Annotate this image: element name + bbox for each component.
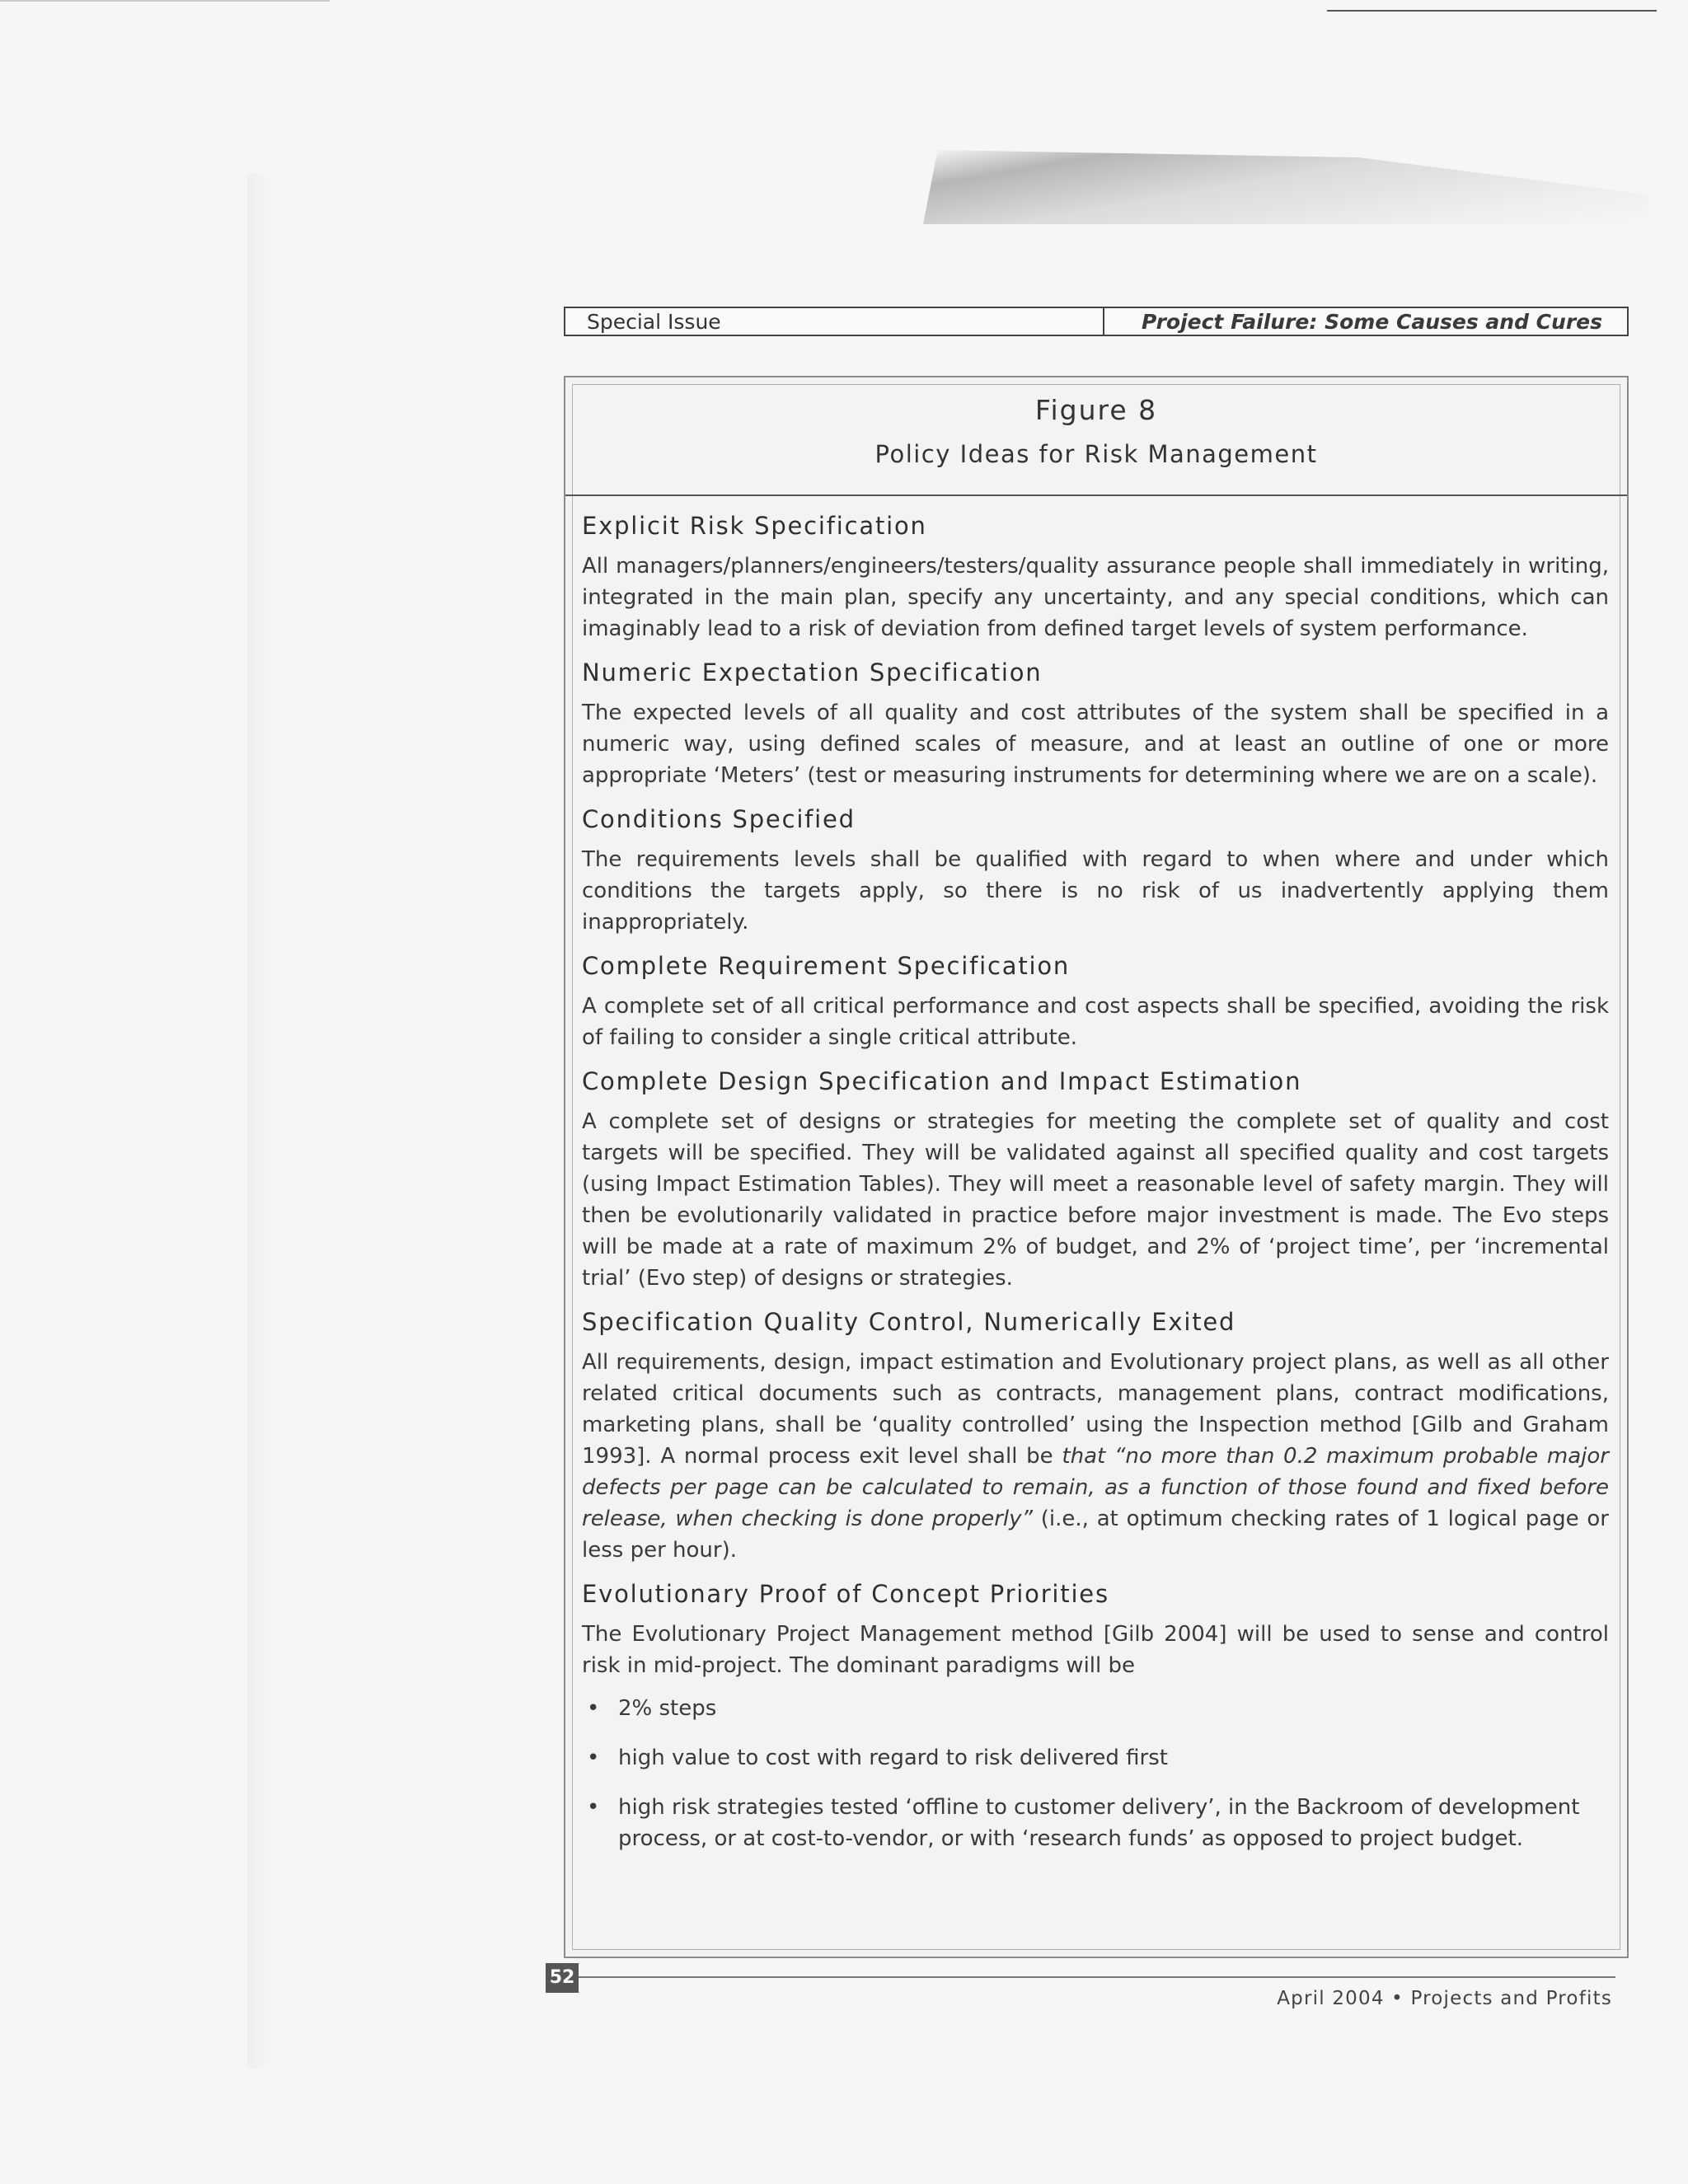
bullet-icon: • bbox=[587, 1696, 600, 1721]
section-heading: Evolutionary Proof of Concept Priorities bbox=[582, 1580, 1109, 1608]
figure-number: Figure 8 bbox=[1034, 394, 1158, 426]
figure-caption bbox=[565, 377, 1627, 496]
body-italic-quote: that “no more than 0.2 maximum probable major defects per page can be calculated to remain, as a function of those found and fixed before release, when checking is done properly” bbox=[582, 1444, 1609, 1531]
section-body: A complete set of all critical performance and cost aspects shall be specified, avoiding the risk of failing to consider a single critical attribute. bbox=[582, 994, 1609, 1050]
section bbox=[582, 949, 1609, 1053]
bullet-list bbox=[582, 1693, 1609, 1854]
footer-rule bbox=[569, 1976, 1615, 1978]
section bbox=[582, 1065, 1609, 1294]
bullet-text: high risk strategies tested ‘offline to customer delivery’, in the Backroom of development process, or at cost-to-vendor, or with ‘research funds’ as opposed to project budget. bbox=[618, 1795, 1580, 1851]
bullet-item bbox=[582, 1792, 1609, 1854]
figure-content bbox=[582, 509, 1609, 1872]
figure-title: Policy Ideas for Risk Management bbox=[874, 440, 1318, 468]
section bbox=[582, 656, 1609, 791]
bullet-text: high value to cost with regard to risk delivered first bbox=[618, 1746, 1168, 1770]
header-divider bbox=[1103, 308, 1104, 335]
bullet-text: 2% steps bbox=[618, 1696, 717, 1721]
section-heading: Complete Requirement Specification bbox=[582, 952, 1071, 980]
bullet-icon: • bbox=[587, 1746, 600, 1770]
section-body: The expected levels of all quality and cost attributes of the system shall be specified in a numeric way, using defined scales of measure, and at least an outline of one or more appropriate ‘Meters’ (test or measuring instruments for determining where we are on a scale). bbox=[582, 701, 1609, 788]
figure-box bbox=[564, 376, 1629, 1958]
scan-edge-line bbox=[1327, 10, 1657, 12]
section-body: The Evolutionary Project Management method [Gilb 2004] will be used to sense and control risk in mid-project. The dominant paradigms will be bbox=[582, 1622, 1609, 1678]
section-body bbox=[582, 1347, 1609, 1566]
body-text: (i.e., at optimum checking rates of 1 logical page or less per hour). bbox=[582, 1507, 1609, 1563]
bullet-icon: • bbox=[587, 1795, 600, 1820]
section bbox=[582, 1305, 1609, 1566]
scan-edge-line bbox=[0, 0, 330, 2]
section-body: The requirements levels shall be qualified with regard to when where and under which conditions the targets apply, so there is no risk of us inadvertently applying them inappropriately. bbox=[582, 847, 1609, 935]
section bbox=[582, 803, 1609, 938]
bullet-item bbox=[582, 1742, 1609, 1774]
section bbox=[582, 509, 1609, 644]
header-article-title: Project Failure: Some Causes and Cures bbox=[1142, 310, 1602, 334]
section-heading: Explicit Risk Specification bbox=[582, 512, 927, 540]
section-body: A complete set of designs or strategies for meeting the complete set of quality and cost targets will be specified. They will be validated against all specified quality and cost targets (using Impact Estimation Tables). They will meet a reasonable level of safety margin. They will then be evolutionarily validated in practice before major investment is made. The Evo steps will be made at a rate of maximum 2% of budget, and 2% of ‘project time’, per ‘incremental trial’ (Evo step) of designs or strategies. bbox=[582, 1109, 1609, 1291]
scan-shadow bbox=[247, 173, 272, 2069]
section bbox=[582, 1577, 1609, 1854]
body-text: All requirements, design, impact estimation and Evolutionary project plans, as well as all other related critical documents such as contracts, management plans, contract modifications, marketing plans, shall be ‘quality controlled’ using the Inspection method [Gilb and Graham 1993]. A normal process exit level shall be bbox=[582, 1350, 1609, 1469]
footer-publication: April 2004 • Projects and Profits bbox=[1277, 1988, 1612, 2009]
section-body: All managers/planners/engineers/testers/quality assurance people shall immediately in writing, integrated in the main plan, specify any uncertainty, and any special conditions, which can imaginably lead to a risk of deviation from defined target levels of system performance. bbox=[582, 554, 1609, 641]
section-heading: Numeric Expectation Specification bbox=[582, 658, 1043, 687]
section-heading: Complete Design Specification and Impact Estimation bbox=[582, 1067, 1302, 1095]
header-section-label: Special Issue bbox=[587, 310, 721, 334]
section-heading: Conditions Specified bbox=[582, 805, 856, 833]
scan-shadow bbox=[923, 150, 1648, 224]
running-header bbox=[564, 307, 1629, 336]
bullet-item bbox=[582, 1693, 1609, 1724]
page-number: 52 bbox=[546, 1963, 579, 1993]
section-heading: Specification Quality Control, Numerically Exited bbox=[582, 1308, 1236, 1336]
